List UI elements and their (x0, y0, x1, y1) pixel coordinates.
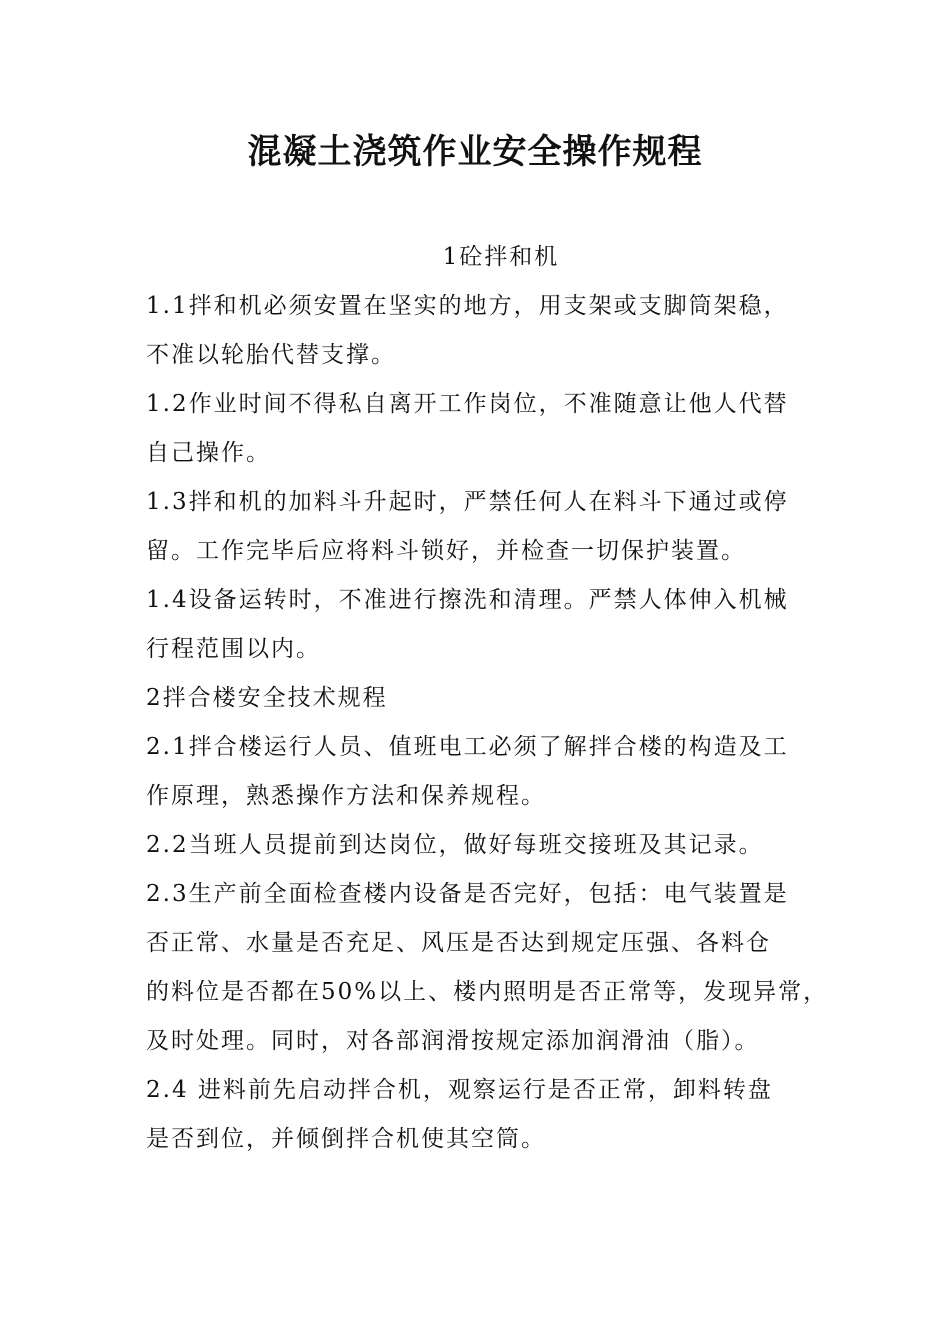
body-line: 1.1拌和机必须安置在坚实的地方，用支架或支脚筒架稳， (146, 293, 789, 319)
body-line: 1.4设备运转时，不准进行擦洗和清理。严禁人体伸入机械 (146, 587, 789, 613)
body-line: 否正常、水量是否充足、风压是否达到规定压强、各料仓 (146, 930, 771, 956)
body-line: 1.2作业时间不得私自离开工作岗位，不准随意让他人代替 (146, 391, 789, 417)
section-heading-2: 2拌合楼安全技术规程 (146, 685, 388, 711)
body-line: 行程范围以内。 (146, 636, 321, 662)
document-body (146, 233, 829, 1164)
body-line: 2.2当班人员提前到达岗位，做好每班交接班及其记录。 (146, 832, 764, 858)
body-line: 2.4 进料前先启动拌合机，观察运行是否正常，卸料转盘 (146, 1077, 773, 1103)
body-line: 2.3生产前全面检查楼内设备是否完好，包括：电气装置是 (146, 881, 789, 907)
body-line: 是否到位，并倾倒拌合机使其空筒。 (146, 1126, 546, 1152)
body-line: 及时处理。同时，对各部润滑按规定添加润滑油（脂）。 (146, 1028, 760, 1054)
document-title: 混凝土浇筑作业安全操作规程 (247, 132, 703, 172)
body-line: 的料位是否都在50%以上、楼内照明是否正常等，发现异常， (146, 979, 829, 1005)
body-line: 2.1拌合楼运行人员、值班电工必须了解拌合楼的构造及工 (146, 734, 789, 760)
body-line: 留。工作完毕后应将料斗锁好，并检查一切保护装置。 (146, 538, 746, 564)
body-line: 不准以轮胎代替支撑。 (146, 342, 396, 368)
body-line: 自己操作。 (146, 440, 271, 466)
section-heading-1: 1砼拌和机 (442, 244, 560, 270)
body-line: 作原理，熟悉操作方法和保养规程。 (146, 783, 546, 809)
body-line: 1.3拌和机的加料斗升起时，严禁任何人在料斗下通过或停 (146, 489, 789, 515)
